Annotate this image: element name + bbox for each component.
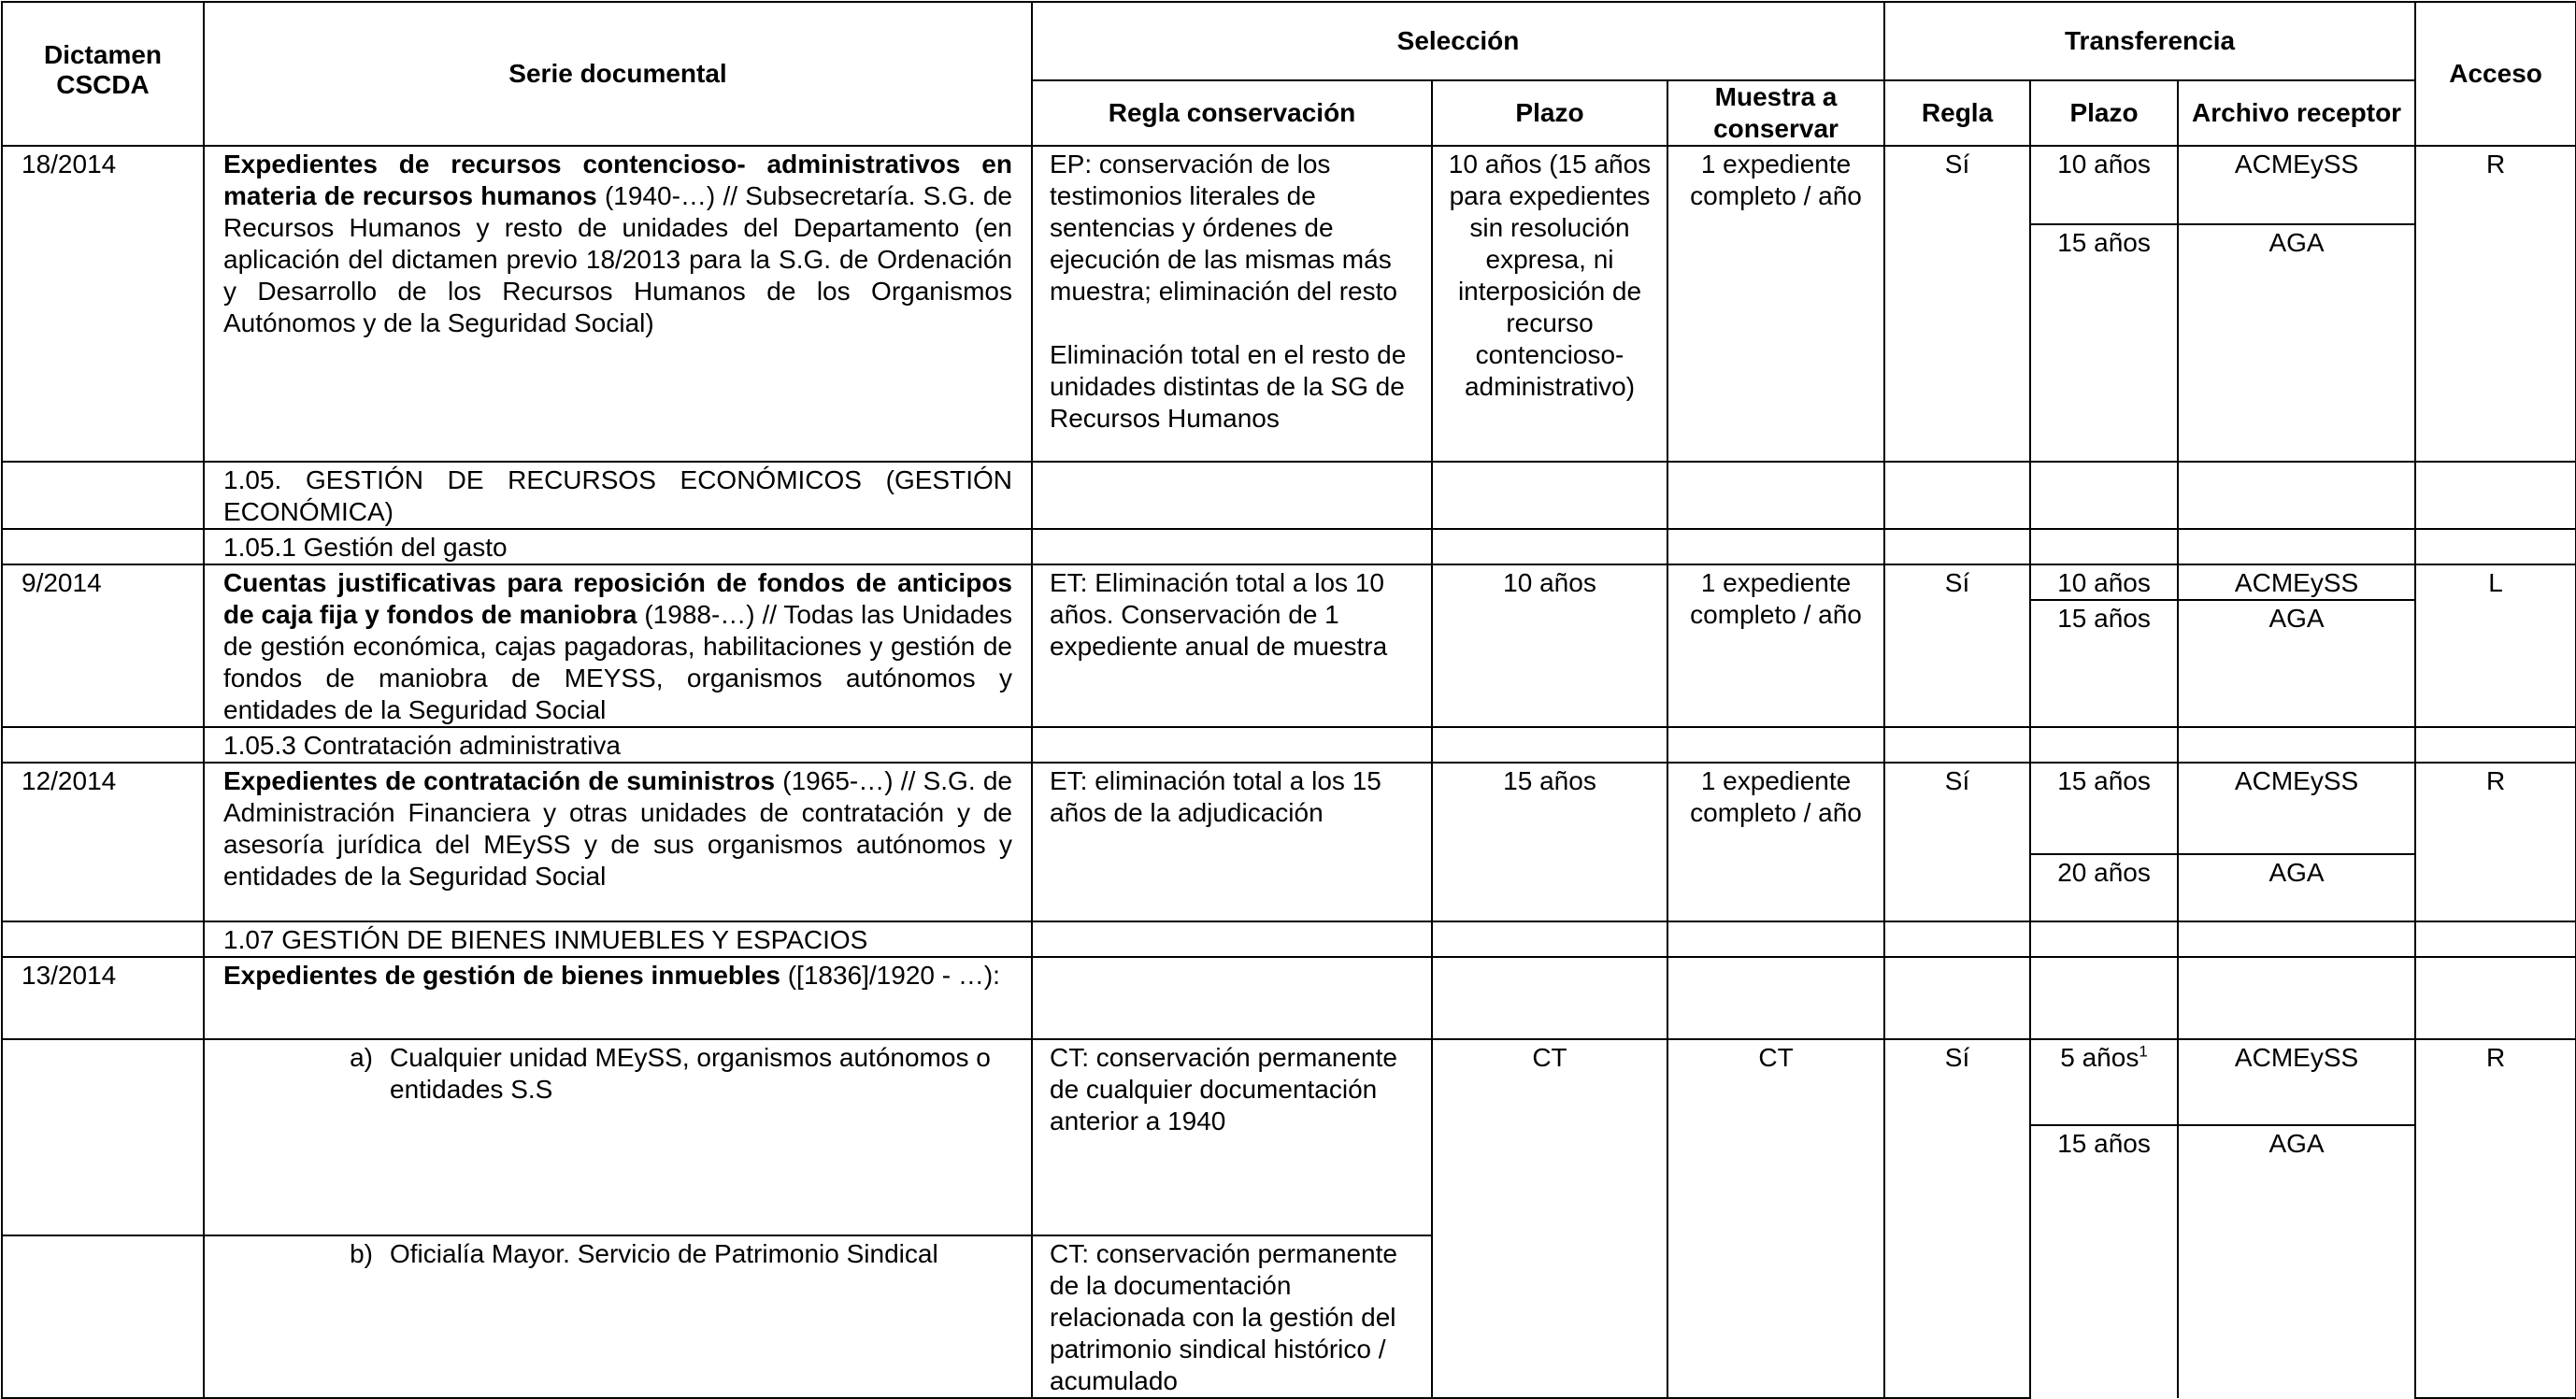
header-seleccion: Selección xyxy=(1032,2,1884,80)
acceso-cell: R xyxy=(2415,763,2576,921)
dictamen-cell: 9/2014 xyxy=(2,564,204,727)
regla-cell: CT: conservación permanente de cualquier documentación anterior a 1940 xyxy=(1032,1039,1432,1235)
table-row xyxy=(2,564,2576,600)
plazo-cell: 10 años xyxy=(1432,564,1667,727)
regla-text-b: Eliminación total en el resto de unidades distintas de la SG de Recursos Humanos xyxy=(1050,340,1407,433)
header-regla-conservacion: Regla conservación xyxy=(1032,80,1432,146)
item-label: a) xyxy=(350,1043,373,1072)
plazo-transfer-cell: 15 años xyxy=(2030,1125,2178,1398)
regla-transfer-cell: Sí xyxy=(1884,146,2030,462)
serie-item-b xyxy=(204,1235,1032,1398)
serie-desc: ([1836]/1920 - …): xyxy=(780,961,1000,990)
item-text: Cualquier unidad MEySS, organismos autónomos o entidades S.S xyxy=(390,1043,991,1104)
dictamen-cell: 18/2014 xyxy=(2,146,204,462)
archivo-cell: ACMEySS xyxy=(2178,1039,2415,1125)
regla-text-a: EP: conservación de los testimonios literales de sentencias y órdenes de ejecución de las mismas más muestra; eliminación del resto xyxy=(1050,150,1397,306)
serie-cell xyxy=(204,564,1032,727)
section-heading: 1.07 GESTIÓN DE BIENES INMUEBLES Y ESPACIOS xyxy=(204,921,1032,957)
header-regla: Regla xyxy=(1884,80,2030,146)
plazo-transfer-cell: 15 años xyxy=(2030,763,2178,854)
muestra-cell: CT xyxy=(1667,1039,1884,1398)
plazo-transfer-cell xyxy=(2030,1039,2178,1125)
serie-title: Expedientes de recursos contencioso- administrativos en materia de recursos humanos xyxy=(223,150,1012,210)
regla-transfer-cell: Sí xyxy=(1884,763,2030,921)
archivo-cell: AGA xyxy=(2178,600,2415,727)
dictamen-cell: 13/2014 xyxy=(2,957,204,1039)
plazo-transfer-cell: 15 años xyxy=(2030,600,2178,727)
muestra-cell: 1 expediente completo / año xyxy=(1667,564,1884,727)
dictamen-cell: 12/2014 xyxy=(2,763,204,921)
footnote-ref: 1 xyxy=(2139,1042,2148,1061)
header-muestra: Muestra a conservar xyxy=(1667,80,1884,146)
serie-cell xyxy=(204,957,1032,1039)
serie-item-a xyxy=(204,1039,1032,1235)
section-row xyxy=(2,727,2576,763)
plazo-cell: CT xyxy=(1432,1039,1667,1398)
header-transferencia: Transferencia xyxy=(1884,2,2415,80)
archivo-cell: AGA xyxy=(2178,224,2415,462)
archivo-cell: ACMEySS xyxy=(2178,146,2415,224)
plazo-transfer-cell: 15 años xyxy=(2030,224,2178,462)
acceso-cell: R xyxy=(2415,146,2576,462)
header-plazo: Plazo xyxy=(1432,80,1667,146)
regla-cell: ET: eliminación total a los 15 años de la adjudicación xyxy=(1032,763,1432,921)
serie-desc: (1988-…) // Todas las Unidades de gestión económica, cajas pagadoras, habilitaciones y gestión de fondos de maniobra de MEYSS, organismos autónomos y entidades de la Seguridad Social xyxy=(223,600,1012,724)
regla-transfer-cell: Sí xyxy=(1884,564,2030,727)
table-row xyxy=(2,146,2576,224)
plazo-transfer-cell: 20 años xyxy=(2030,854,2178,921)
archivo-cell: AGA xyxy=(2178,1125,2415,1398)
header-archivo: Archivo receptor xyxy=(2178,80,2415,146)
header-acceso: Acceso xyxy=(2415,2,2576,146)
plazo-transfer-cell: 10 años xyxy=(2030,564,2178,600)
table-row xyxy=(2,1039,2576,1125)
serie-title: Expedientes de contratación de suministros xyxy=(223,766,776,795)
serie-desc: (1965-…) // S.G. de Administración Financiera y otras unidades de contratación y de asesoría jurídica del MEySS y de sus organismos autónomos y entidades de la Seguridad Social xyxy=(223,766,1012,891)
archivo-cell: ACMEySS xyxy=(2178,763,2415,854)
serie-title: Cuentas justificativas para reposición de fondos de anticipos de caja fija y fondos de maniobra xyxy=(223,568,1012,629)
serie-title: Expedientes de gestión de bienes inmuebles xyxy=(223,961,780,990)
serie-desc: (1940-…) // Subsecretaría. S.G. de Recursos Humanos y resto de unidades del Departamento (en aplicación del dictamen previo 18/2013 para la S.G. de Ordenación y Desarrollo de los Recursos Humanos de los Organismos Autónomos y de la Seguridad Social) xyxy=(223,181,1012,337)
section-row xyxy=(2,921,2576,957)
plazo-value: 5 años xyxy=(2060,1043,2140,1072)
item-text: Oficialía Mayor. Servicio de Patrimonio Sindical xyxy=(390,1239,938,1268)
table-row xyxy=(2,763,2576,854)
item-label: b) xyxy=(350,1239,373,1268)
serie-cell xyxy=(204,146,1032,462)
archivo-cell: ACMEySS xyxy=(2178,564,2415,600)
serie-cell xyxy=(204,763,1032,921)
section-heading: 1.05. GESTIÓN DE RECURSOS ECONÓMICOS (GESTIÓN ECONÓMICA) xyxy=(204,462,1032,529)
plazo-transfer-cell: 10 años xyxy=(2030,146,2178,224)
muestra-cell: 1 expediente completo / año xyxy=(1667,763,1884,921)
regla-transfer-cell: Sí xyxy=(1884,1039,2030,1398)
header-plazo-transferencia: Plazo xyxy=(2030,80,2178,146)
acceso-cell: R xyxy=(2415,1039,2576,1398)
regla-cell: ET: Eliminación total a los 10 años. Conservación de 1 expediente anual de muestra xyxy=(1032,564,1432,727)
acceso-cell: L xyxy=(2415,564,2576,727)
header-dictamen: Dictamen CSCDA xyxy=(2,2,204,146)
plazo-cell: 10 años (15 años para expedientes sin resolución expresa, ni interposición de recurso contencioso-administrativo) xyxy=(1432,146,1667,462)
regla-cell: CT: conservación permanente de la documentación relacionada con la gestión del patrimonio sindical histórico / acumulado xyxy=(1032,1235,1432,1398)
section-row xyxy=(2,462,2576,529)
header-serie: Serie documental xyxy=(204,2,1032,146)
plazo-cell: 15 años xyxy=(1432,763,1667,921)
regla-cell xyxy=(1032,146,1432,462)
table-row xyxy=(2,957,2576,1039)
archivo-cell: AGA xyxy=(2178,854,2415,921)
section-heading: 1.05.3 Contratación administrativa xyxy=(204,727,1032,763)
muestra-cell: 1 expediente completo / año xyxy=(1667,146,1884,462)
retention-table xyxy=(1,1,2576,1399)
section-heading: 1.05.1 Gestión del gasto xyxy=(204,529,1032,564)
section-row xyxy=(2,529,2576,564)
